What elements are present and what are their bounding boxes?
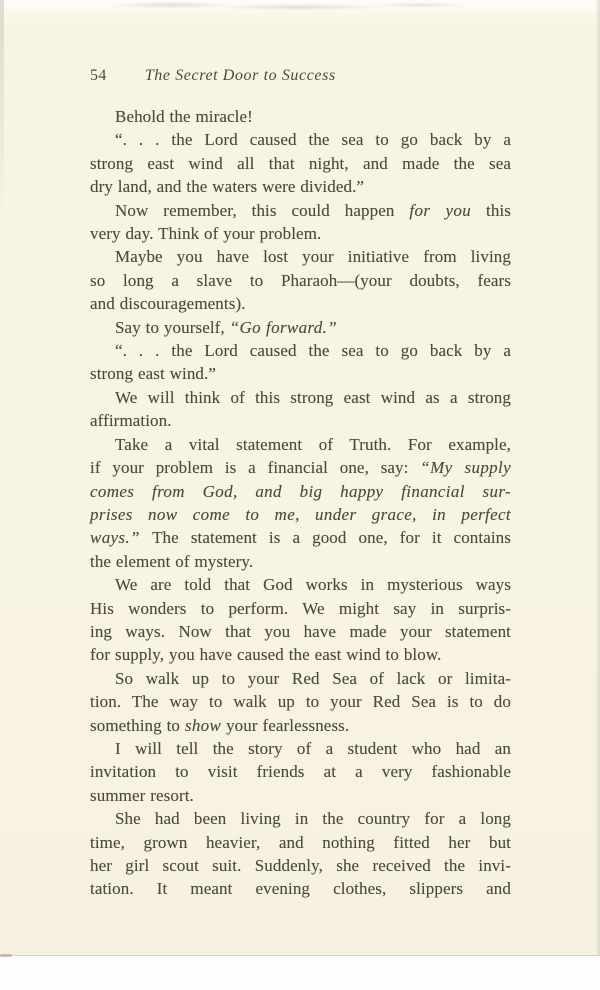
text-segment: “. . . the Lord caused the sea to go back by a <box>115 130 511 150</box>
text-segment: and discouragements). <box>90 294 246 314</box>
text-segment: for supply, you have caused the east wind to blow. <box>90 645 442 665</box>
italic-text-segment: “My supply <box>420 458 511 478</box>
text-line <box>90 199 511 222</box>
text-segment: this <box>471 200 511 220</box>
text-line <box>90 690 511 713</box>
text-segment: I will tell the story of a student who had an <box>115 738 511 758</box>
scan-artifact-bottom-edge <box>0 955 600 990</box>
text-segment: We are told that God works in mysterious ways <box>115 575 511 595</box>
text-segment: so long a slave to Pharaoh—(your doubts, fears <box>90 270 511 290</box>
text-segment: strong east wind.” <box>90 364 217 384</box>
text-line <box>90 760 511 783</box>
text-line <box>90 854 511 877</box>
text-segment: strong east wind all that night, and made the sea <box>90 153 511 173</box>
text-segment: her girl scout suit. Suddenly, she received the invi- <box>90 856 511 875</box>
text-line <box>90 339 511 362</box>
text-segment: invitation to visit friends at a very fashionable <box>90 762 511 782</box>
text-line <box>90 386 511 409</box>
text-line <box>90 269 511 292</box>
text-line <box>90 643 511 666</box>
text-segment: your fearlessness. <box>221 715 350 735</box>
text-line <box>90 526 511 549</box>
text-line <box>90 292 511 315</box>
text-line <box>90 714 511 737</box>
running-title: The Secret Door to Success <box>144 67 336 84</box>
text-line <box>90 573 511 596</box>
text-line <box>90 877 511 900</box>
text-segment: The statement is a good one, for it contains <box>152 528 512 548</box>
page-body-text <box>90 105 511 901</box>
scan-artifact-left-edge <box>0 0 4 220</box>
text-segment: Maybe you have lost your initiative from living <box>115 247 511 267</box>
text-segment: Behold the miracle! <box>115 107 253 126</box>
text-segment: Now remember, this could happen <box>115 200 410 220</box>
text-line <box>90 175 511 198</box>
text-line <box>90 316 511 339</box>
text-line <box>90 480 511 503</box>
text-line <box>90 831 511 854</box>
italic-text-segment: “Go forward.” <box>229 317 338 337</box>
text-line <box>90 503 511 526</box>
italic-text-segment: show <box>184 715 222 735</box>
italic-text-segment: prises now come to me, under grace, in perfect <box>90 504 511 524</box>
text-segment: She had been living in the country for a long <box>115 809 511 829</box>
text-segment: summer resort. <box>90 785 194 805</box>
text-segment: time, grown heavier, and nothing fitted her but <box>90 832 511 852</box>
text-line <box>90 222 511 245</box>
text-segment: Take a vital statement of Truth. For example, <box>115 434 511 454</box>
scan-artifact-right-edge <box>595 0 600 956</box>
text-segment: tation. It meant evening clothes, slippers and <box>90 879 511 899</box>
text-line <box>90 245 511 268</box>
text-segment: tion. The way to walk up to your Red Sea is to do <box>90 692 511 712</box>
text-line <box>90 597 511 620</box>
italic-text-segment: for you <box>409 200 472 220</box>
page-number: 54 <box>90 67 107 84</box>
text-line <box>90 737 511 760</box>
text-line <box>90 667 511 690</box>
text-line <box>90 784 511 807</box>
italic-text-segment: comes from God, and big happy financial sur- <box>90 481 511 501</box>
scan-artifact-top-edge <box>0 0 600 15</box>
text-line <box>90 550 511 573</box>
text-segment: ing ways. Now that you have made your statement <box>90 621 511 641</box>
text-line <box>90 807 511 830</box>
text-segment: dry land, and the waters were divided.” <box>90 177 365 197</box>
text-line <box>90 433 511 456</box>
text-segment: “. . . the Lord caused the sea to go back by a <box>115 341 511 361</box>
page-header <box>90 67 511 85</box>
text-segment: very day. Think of your problem. <box>90 224 322 244</box>
text-segment: affirmation. <box>90 411 172 431</box>
text-segment: if your problem is a financial one, say: <box>90 458 421 478</box>
italic-text-segment: ways.” <box>90 528 153 548</box>
text-segment: His wonders to perform. We might say in surpris- <box>90 598 511 618</box>
text-segment: We will think of this strong east wind as a strong <box>115 387 511 407</box>
text-line <box>90 409 511 432</box>
text-line <box>90 620 511 643</box>
text-segment: So walk up to your Red Sea of lack or limita- <box>115 668 511 688</box>
text-line <box>90 456 511 479</box>
text-line <box>90 362 511 385</box>
scan-artifact-page-corner-nick <box>0 954 12 957</box>
text-line <box>90 152 511 175</box>
text-segment: something to <box>90 715 185 735</box>
text-line <box>90 128 511 151</box>
text-line <box>90 105 511 128</box>
text-segment: the element of mystery. <box>90 551 254 571</box>
text-segment: Say to yourself, <box>115 317 230 337</box>
